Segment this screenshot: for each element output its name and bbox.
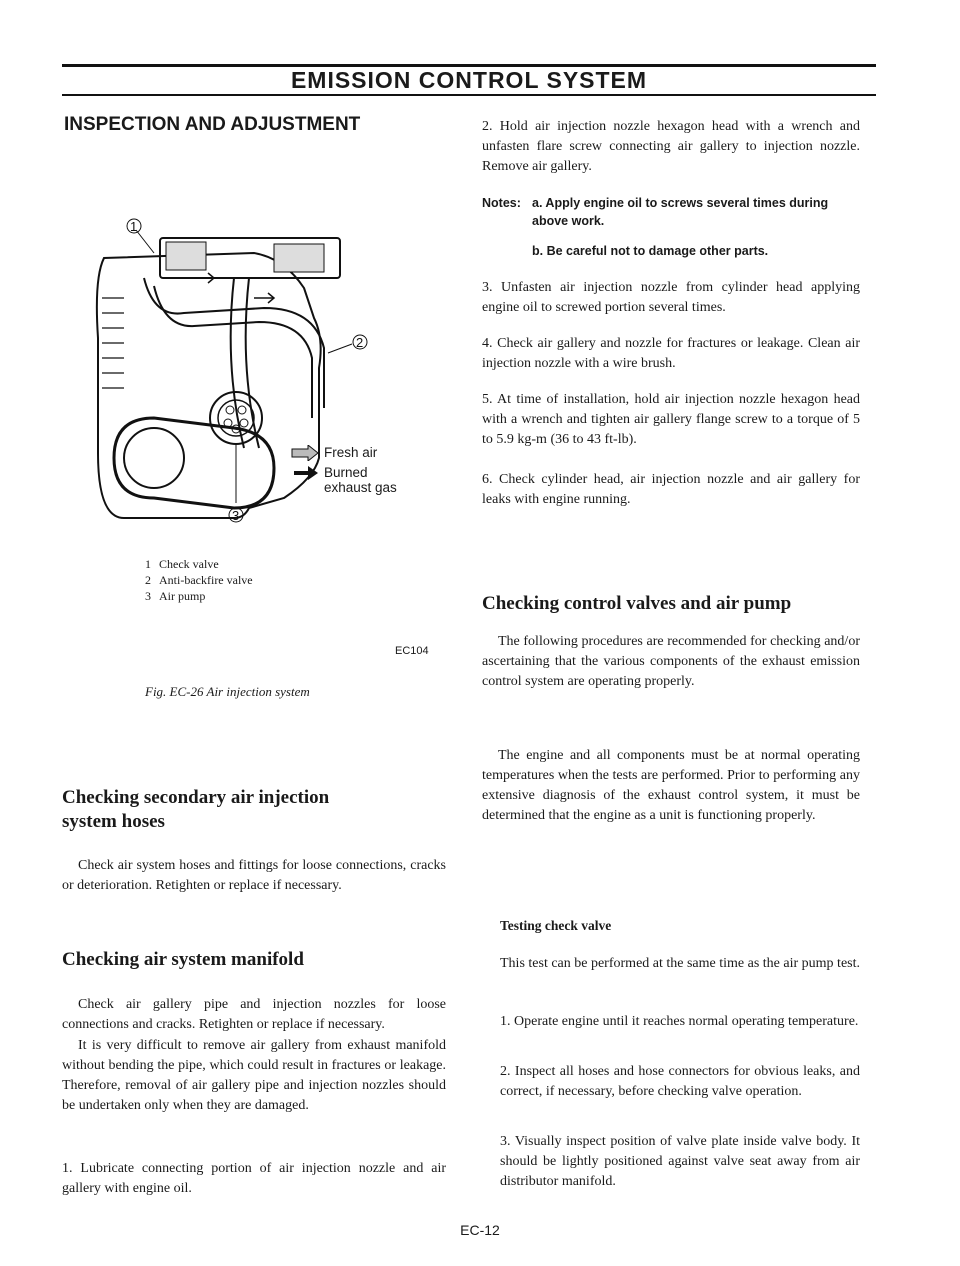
parts-list-item: 3 Air pump [145, 589, 206, 603]
legend-fresh-air-label: Fresh air [324, 445, 378, 460]
parts-list-item: 2 Anti-backfire valve [145, 573, 253, 587]
burned-exhaust-arrow-icon [290, 465, 320, 481]
manifold-step-1: 1. Lubricate connecting portion of air injection nozzle and air gallery with engine oil. [62, 1161, 446, 1196]
hoses-heading-line1: Checking secondary air injection [62, 787, 330, 808]
check-valve-step-2: 2. Inspect all hoses and hose connectors for obvious leaks, and correct, if necessary, before checking valve operation. [500, 1064, 860, 1099]
figure-legend [290, 445, 404, 499]
callout-2: 2 [356, 335, 364, 350]
legend-burned-exhaust [290, 465, 404, 495]
control-valves-heading: Checking control valves and air pump [482, 593, 792, 614]
header-rule-bottom [62, 94, 876, 96]
control-paragraph-1: The following procedures are recommended for checking and/or ascertaining that the various components of the exhaust emission control system are operating properly. [482, 634, 860, 689]
page-header: EMISSION CONTROL SYSTEM [290, 67, 648, 93]
step-4: 4. Check air gallery and nozzle for fractures or leakage. Clean air injection nozzle with a wire brush. [482, 336, 860, 371]
manifold-heading: Checking air system manifold [62, 949, 304, 970]
check-valve-paragraph: This test can be performed at the same time as the air pump test. [500, 956, 860, 971]
parts-list [145, 556, 253, 604]
note-b: b. Be careful not to damage other parts. [532, 244, 769, 258]
callout-3: 3 [232, 508, 240, 523]
legend-fresh-air [290, 445, 404, 461]
hoses-heading-line2: system hoses [62, 811, 165, 832]
callout-1: 1 [130, 219, 138, 234]
figure-caption: Fig. EC-26 Air injection system [145, 684, 310, 699]
notes-block [482, 194, 860, 260]
legend-burned-exhaust-label: Burned exhaust gas [324, 465, 397, 495]
step-5: 5. At time of installation, hold air injection nozzle hexagon head with a wrench and tighten air gallery flange screw to a torque of 5 to 5.9 kg-m (36 to 43 ft-lb). [482, 392, 860, 447]
check-valve-heading: Testing check valve [500, 918, 612, 933]
control-paragraph-2: The engine and all components must be at normal operating temperatures when the tests are performed. Prior to performing any extensive diagnosis of the exhaust control system, it must be determined that the engine as a unit is functioning properly. [482, 748, 860, 823]
hoses-paragraph: Check air system hoses and fittings for loose connections, cracks or deterioration. Retighten or replace if necessary. [62, 858, 446, 893]
manifold-paragraph-2: It is very difficult to remove air gallery from exhaust manifold without bending the pipe, which could result in fractures or leakage. Therefore, removal of air gallery pipe and injection nozzles should be undertaken only when they are damaged. [62, 1038, 446, 1113]
step-3: 3. Unfasten air injection nozzle from cylinder head applying engine oil to screwed portion several times. [482, 280, 860, 315]
parts-list-item: 1 Check valve [145, 557, 219, 571]
page-number: EC-12 [460, 1222, 500, 1238]
check-valve-step-1: 1. Operate engine until it reaches normal operating temperature. [500, 1014, 859, 1029]
manifold-paragraph-1: Check air gallery pipe and injection nozzles for loose connections and cracks. Retighten or replace if necessary. [62, 997, 446, 1032]
figure-code: EC104 [395, 645, 429, 657]
fresh-air-arrow-icon [290, 445, 320, 461]
notes-label: Notes: [482, 196, 521, 210]
step-6: 6. Check cylinder head, air injection nozzle and air gallery for leaks with engine running. [482, 472, 860, 507]
check-valve-step-3: 3. Visually inspect position of valve plate inside valve body. It should be lightly positioned against valve seat away from air distributor manifold. [500, 1134, 860, 1189]
section-title: INSPECTION AND ADJUSTMENT [64, 114, 361, 135]
step-2: 2. Hold air injection nozzle hexagon head with a wrench and unfasten flare screw connecting air gallery to injection nozzle. Remove air gallery. [482, 119, 860, 174]
note-a: a. Apply engine oil to screws several times during above work. [532, 196, 829, 228]
